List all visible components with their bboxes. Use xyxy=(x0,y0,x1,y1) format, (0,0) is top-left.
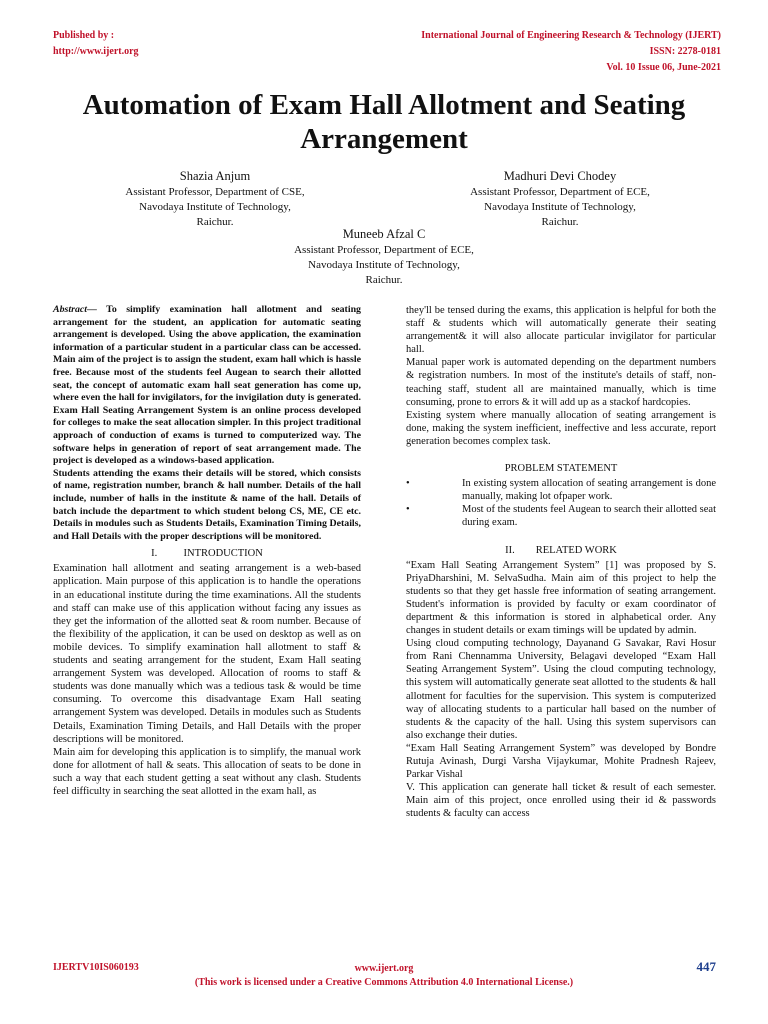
section-heading-problem-statement: PROBLEM STATEMENT xyxy=(504,463,618,475)
abstract xyxy=(53,304,361,468)
author-position: Assistant Professor, Department of CSE, xyxy=(125,186,305,198)
body-paragraph: “Exam Hall Seating Arrangement System” [1] was proposed by S. PriyaDharshini, M. SelvaSudha. Main aim of this project to help the students so that they get hassle free information of seating arrangement. Student's information is provided by faculty or exam coordinator of department & this information is stored in alphabetical order. Any changes in student details or exam timings will be updated by admin. xyxy=(406,559,716,637)
author-position: Assistant Professor, Department of ECE, xyxy=(294,244,474,256)
bullet-item xyxy=(406,503,716,529)
footer-website-link[interactable]: www.ijert.org xyxy=(354,963,414,974)
section-heading-related-work: II. RELATED WORK xyxy=(505,544,617,556)
bullet-item xyxy=(406,477,716,503)
page-number: 447 xyxy=(696,959,716,974)
section-heading-introduction: I. INTRODUCTION xyxy=(151,548,263,560)
author-name: Madhuri Devi Chodey xyxy=(503,169,617,183)
published-by: Published by : xyxy=(53,30,115,41)
body-paragraph: Using cloud computing technology, Dayanand G Savakar, Ravi Hosur from Rani Chennamma University, Belagavi developed “Exam Hall Seating Arrangement System”. Using the cloud computing technology, this system will automatically generate seat allotted to the students & hall allotment for faculties for the supervision. This system is computerized way of allocating students to a particular hall based on the number of students & the capacity of the hall. Using this system supervisors can also exchange their duties. xyxy=(406,638,716,741)
intro-paragraph: Main aim for developing this application is to simplify, the manual work done for allotment of hall & seats. This allocation of seats to be done in such a way that each student getting a seat without any clash. Students feel difficulty in searching the seat allotted in the exam hall, as xyxy=(53,746,361,797)
body-paragraph: Manual paper work is automated depending on the department numbers & registration numbers. In most of the institute's details of staff, non-teaching staff, student all are maintained manually, which is time consuming, prone to errors & it will add up as a stackof hardcopies. xyxy=(406,357,716,408)
author-institute: Navodaya Institute of Technology, xyxy=(139,201,291,213)
journal-name: International Journal of Engineering Research & Technology (IJERT) xyxy=(421,30,721,41)
author-institute: Navodaya Institute of Technology, xyxy=(484,201,636,213)
volume-issue: Vol. 10 Issue 06, June-2021 xyxy=(606,62,721,73)
author-block xyxy=(100,168,330,230)
issn: ISSN: 2278-0181 xyxy=(649,46,721,57)
author-institute: Navodaya Institute of Technology, xyxy=(308,259,460,271)
license-notice: (This work is licensed under a Creative Commons Attribution 4.0 International License.) xyxy=(194,977,574,988)
body-paragraph: Existing system where manually allocation of seating arrangement is done, making the system inefficient, ineffective and less accurate, report generation becomes complex task. xyxy=(406,409,716,447)
header-website-link[interactable]: http://www.ijert.org xyxy=(53,46,139,57)
header-left xyxy=(53,28,139,60)
abstract-text: To simplify examination hall allotment and seating arrangement for the student, an application for automatic seating arrangement is developed. Using the above application, the examination information of a particular student in a particular class can be accessed. Main aim of the project is to assign the student, exam hall which is hassle free. Because most of the students feel Augean to search their allotted seat, the concept of automatic exam hall seat generation has come up, where even the hall for invigilators, for the invigilation duty is generated. Exam Hall Seating Arrangement System is an online process developed for colleges to make the seat allocation simpler. In this project traditional approach of conduction of exams is turned to computerized way. The software helps in generation of report of seat arrangement made. The project is developed as a windows-based application. xyxy=(53,304,361,467)
author-block xyxy=(254,226,514,288)
right-column xyxy=(406,304,716,820)
body-paragraph: they'll be tensed during the exams, this application is helpful for both the staff & students which will automatically generate their seating arrangement& it will also allocate particular invigilator for particular hall. xyxy=(406,305,716,356)
author-city: Raichur. xyxy=(365,274,403,286)
body-paragraph: V. This application can generate hall ticket & result of each semester. Main aim of this project, once enrolled using their id & passwords students & faculty can access xyxy=(406,782,716,820)
bullet-icon: • xyxy=(406,504,410,516)
author-city: Raichur. xyxy=(196,216,234,228)
abstract-continued: Students attending the exams their details will be stored, which consists of name, registration number, branch & hall number. Details of the hall include, number of halls in the institute & name of the hall. Details of batch include the department to which student belong CS, ME, CE etc. Details in modules such as Students Details, Examination Timing Details, and Hall Details with the proper descriptions will be monitored. xyxy=(53,467,361,542)
author-block xyxy=(440,168,680,230)
paper-id: IJERTV10IS060193 xyxy=(53,962,139,973)
bullet-icon: • xyxy=(406,478,410,490)
body-paragraph: “Exam Hall Seating Arrangement System” was developed by Bondre Rutuja Avinash, Durgi Varsha Vijaykumar, Mohite Pradnesh Rajeev, Parkar Vishal xyxy=(406,742,716,781)
bullet-text: Most of the students feel Augean to search their allotted seat during exam. xyxy=(462,504,716,529)
footer-center xyxy=(160,962,608,990)
intro-paragraph: Examination hall allotment and seating arrangement is a web-based application. Main purpose of this application is to handle the operations in an educational institute during the time examinations. All the students and staff can make use of this application without facing any issues as they get the information of the allotted seat & room number. Because of the flexibility of the application, it can be used on desktop as well as on mobile devices. To simplify examination hall allotment to staff & students and seating arrangement for the student, Exam Hall seating arrangement System was developed. Allocation of rooms to staff & students was done manually which was a tedious task & would be time consuming. To overcome this disadvantage Exam Hall seating arrangement System was developed. Details in modules such as Students Details, Examination Timing Details, and Hall Details with the proper descriptions will be monitored. xyxy=(53,563,361,745)
bullet-text: In existing system allocation of seating arrangement is done manually, making lot ofpaper work. xyxy=(462,478,716,503)
author-position: Assistant Professor, Department of ECE, xyxy=(470,186,650,198)
header-right xyxy=(421,28,721,76)
paper-title: Automation of Exam Hall Allotment and Seating Arrangement xyxy=(82,89,686,155)
author-name: Muneeb Afzal C xyxy=(342,227,426,241)
abstract-label: Abstract— xyxy=(53,304,97,315)
left-column xyxy=(53,304,361,798)
author-city: Raichur. xyxy=(541,216,579,228)
author-name: Shazia Anjum xyxy=(179,169,251,183)
